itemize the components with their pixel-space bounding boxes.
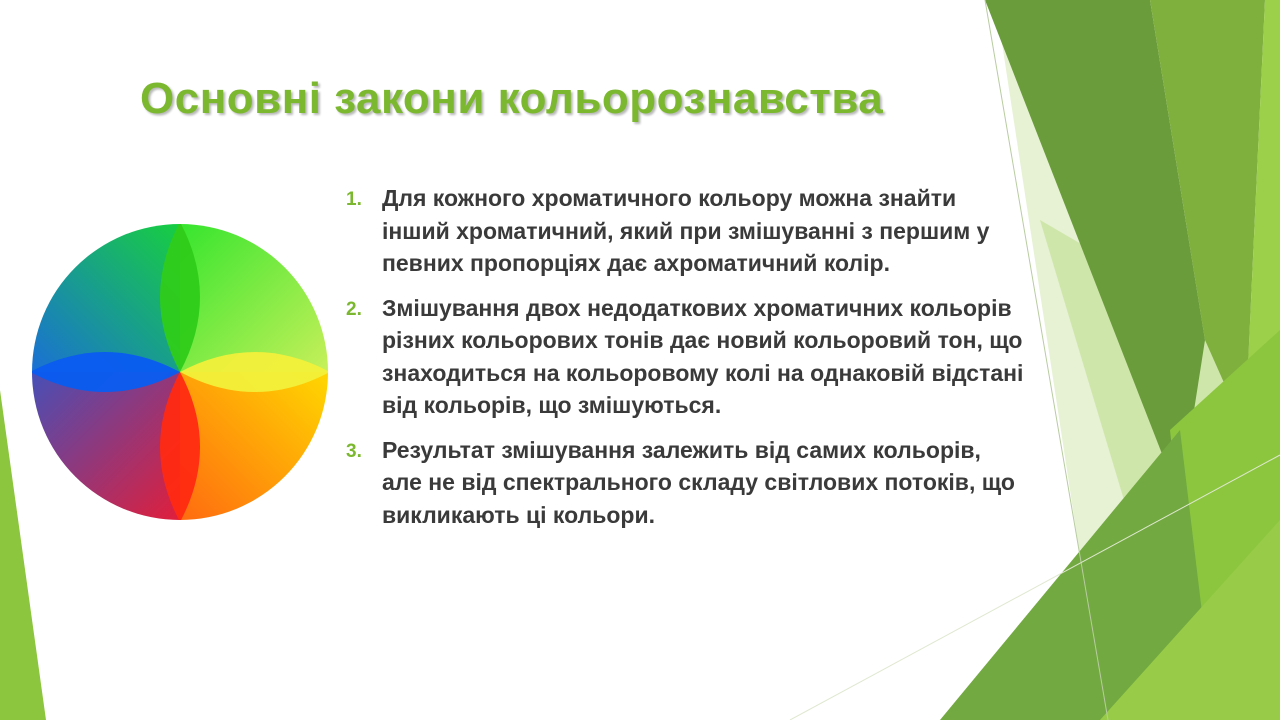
law-item-3 — [346, 434, 1026, 532]
law-item-1 — [346, 182, 1026, 280]
wheel-quadrant-bottom-right — [180, 372, 330, 522]
law-number-marker: 3. — [346, 440, 362, 462]
wheel-quadrant-bottom-left — [30, 372, 180, 522]
law-item-2 — [346, 292, 1026, 422]
wheel-quadrant-top-left — [30, 222, 180, 372]
law-number-marker: 2. — [346, 298, 362, 320]
law-text: Для кожного хроматичного кольору можна знайти інший хроматичний, який при змішуванні з першим у певних пропорціях дає ахроматичний колір. — [382, 185, 990, 276]
slide-title: Основні закони кольорознавства — [140, 74, 884, 123]
color-wheel-image — [30, 222, 330, 522]
laws-list — [346, 182, 1026, 543]
wheel-quadrant-top-right — [180, 222, 330, 372]
law-text: Змішування двох недодаткових хроматичних кольорів різних кольорових тонів дає новий кольоровий тон, що знаходиться на кольоровому колі на однаковій відстані від кольорів, що змішуються. — [382, 294, 1024, 418]
law-text: Результат змішування залежить від самих кольорів, але не від спектрального складу світлових потоків, що викликають ці кольори. — [382, 436, 1015, 528]
law-number-marker: 1. — [346, 189, 362, 210]
